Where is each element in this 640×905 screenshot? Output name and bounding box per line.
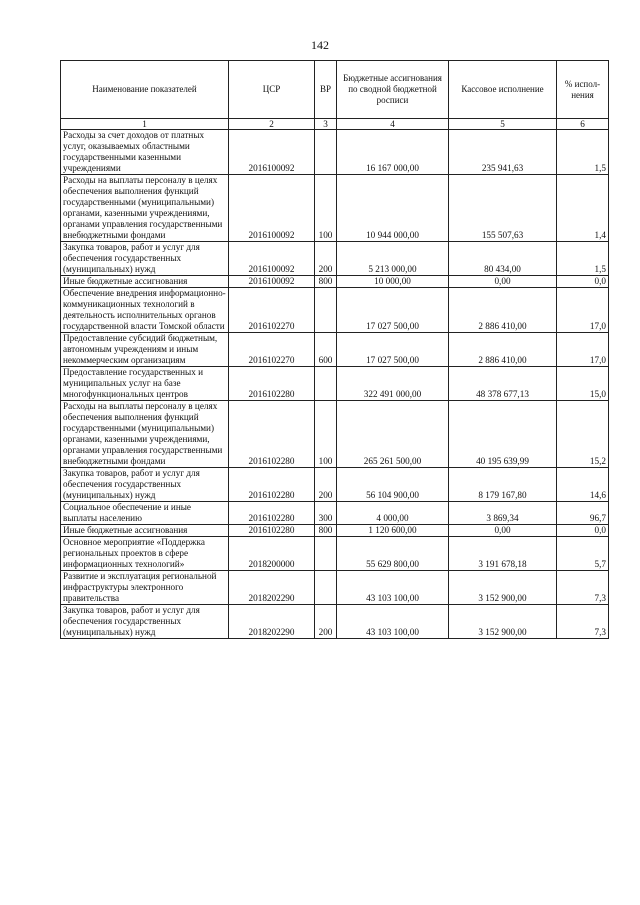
row-csr: 2018202290 — [229, 605, 315, 639]
row-vr — [315, 367, 337, 401]
row-exec: 2 886 410,00 — [449, 288, 557, 333]
row-budget: 10 944 000,00 — [337, 175, 449, 242]
table-body — [61, 130, 609, 639]
row-vr: 100 — [315, 175, 337, 242]
row-pct: 96,7 — [557, 502, 609, 525]
header-vr: ВР — [315, 61, 337, 119]
header-pct: % испол- нения — [557, 61, 609, 119]
page-number: 142 — [311, 38, 329, 52]
row-csr: 2016100092 — [229, 276, 315, 288]
row-pct: 15,0 — [557, 367, 609, 401]
row-name: Обеспечение внедрения информационно-коммуникационных технологий в деятельность исполнительных органов государственной власти Томской области — [61, 288, 229, 333]
row-csr: 2016100092 — [229, 175, 315, 242]
row-budget: 16 167 000,00 — [337, 130, 449, 175]
row-exec: 8 179 167,80 — [449, 468, 557, 502]
row-pct: 7,3 — [557, 605, 609, 639]
row-csr: 2016100092 — [229, 130, 315, 175]
table-row — [61, 276, 609, 288]
row-name: Расходы за счет доходов от платных услуг, оказываемых областными государственными казенными учреждениями — [61, 130, 229, 175]
row-budget: 322 491 000,00 — [337, 367, 449, 401]
column-number: 4 — [337, 119, 449, 130]
row-pct: 7,3 — [557, 571, 609, 605]
row-exec: 3 152 900,00 — [449, 605, 557, 639]
row-name: Расходы на выплаты персоналу в целях обеспечения выполнения функций государственными (муниципальными) органами, казенными учреждениями, органами управления государственными внебюджетными фондами — [61, 175, 229, 242]
row-name: Иные бюджетные ассигнования — [61, 276, 229, 288]
row-vr: 200 — [315, 468, 337, 502]
row-exec: 40 195 639,99 — [449, 401, 557, 468]
row-name: Закупка товаров, работ и услуг для обеспечения государственных (муниципальных) нужд — [61, 242, 229, 276]
row-budget: 17 027 500,00 — [337, 333, 449, 367]
budget-execution-table — [60, 60, 609, 639]
column-number: 2 — [229, 119, 315, 130]
row-csr: 2018202290 — [229, 571, 315, 605]
header-budget: Бюджетные ассигнования по сводной бюджетной росписи — [337, 61, 449, 119]
row-name: Основное мероприятие «Поддержка региональных проектов в сфере информационных технологий» — [61, 537, 229, 571]
header-name: Наименование показателей — [61, 61, 229, 119]
row-vr — [315, 130, 337, 175]
row-exec: 2 886 410,00 — [449, 333, 557, 367]
header-exec: Кассовое исполнение — [449, 61, 557, 119]
header-csr: ЦСР — [229, 61, 315, 119]
table-row — [61, 130, 609, 175]
row-pct: 0,0 — [557, 276, 609, 288]
row-csr: 2016102270 — [229, 333, 315, 367]
table-row — [61, 242, 609, 276]
column-number: 5 — [449, 119, 557, 130]
table-row — [61, 367, 609, 401]
row-csr: 2016102270 — [229, 288, 315, 333]
row-exec: 80 434,00 — [449, 242, 557, 276]
row-vr: 200 — [315, 242, 337, 276]
row-budget: 56 104 900,00 — [337, 468, 449, 502]
row-name: Развитие и эксплуатация региональной инфраструктуры электронного правительства — [61, 571, 229, 605]
row-exec: 3 869,34 — [449, 502, 557, 525]
row-pct: 1,5 — [557, 242, 609, 276]
row-name: Иные бюджетные ассигнования — [61, 525, 229, 537]
row-budget: 43 103 100,00 — [337, 571, 449, 605]
row-exec: 3 191 678,18 — [449, 537, 557, 571]
row-vr — [315, 571, 337, 605]
row-budget: 1 120 600,00 — [337, 525, 449, 537]
row-name: Социальное обеспечение и иные выплаты населению — [61, 502, 229, 525]
table-row — [61, 468, 609, 502]
row-name: Расходы на выплаты персоналу в целях обеспечения выполнения функций государственными (муниципальными) органами, казенными учреждениями, органами управления государственными внебюджетными фондами — [61, 401, 229, 468]
column-number: 6 — [557, 119, 609, 130]
row-csr: 2016102280 — [229, 401, 315, 468]
row-budget: 55 629 800,00 — [337, 537, 449, 571]
row-vr — [315, 537, 337, 571]
row-pct: 1,5 — [557, 130, 609, 175]
row-pct: 17,0 — [557, 288, 609, 333]
row-name: Закупка товаров, работ и услуг для обеспечения государственных (муниципальных) нужд — [61, 605, 229, 639]
row-exec: 0,00 — [449, 525, 557, 537]
row-csr: 2018200000 — [229, 537, 315, 571]
row-pct: 17,0 — [557, 333, 609, 367]
table-row — [61, 333, 609, 367]
row-vr — [315, 288, 337, 333]
row-pct: 1,4 — [557, 175, 609, 242]
row-budget: 265 261 500,00 — [337, 401, 449, 468]
row-pct: 14,6 — [557, 468, 609, 502]
row-name: Предоставление субсидий бюджетным, автономным учреждениям и иным некоммерческим организациям — [61, 333, 229, 367]
row-csr: 2016102280 — [229, 468, 315, 502]
row-vr: 800 — [315, 525, 337, 537]
table-row — [61, 175, 609, 242]
row-csr: 2016102280 — [229, 502, 315, 525]
row-csr: 2016102280 — [229, 525, 315, 537]
table-row — [61, 537, 609, 571]
row-budget: 4 000,00 — [337, 502, 449, 525]
row-vr: 600 — [315, 333, 337, 367]
row-budget: 43 103 100,00 — [337, 605, 449, 639]
row-budget: 10 000,00 — [337, 276, 449, 288]
row-exec: 0,00 — [449, 276, 557, 288]
row-budget: 5 213 000,00 — [337, 242, 449, 276]
row-budget: 17 027 500,00 — [337, 288, 449, 333]
column-number: 3 — [315, 119, 337, 130]
table-row — [61, 605, 609, 639]
row-exec: 235 941,63 — [449, 130, 557, 175]
table-row — [61, 401, 609, 468]
row-vr: 100 — [315, 401, 337, 468]
row-vr: 300 — [315, 502, 337, 525]
table-row — [61, 571, 609, 605]
row-exec: 155 507,63 — [449, 175, 557, 242]
row-pct: 5,7 — [557, 537, 609, 571]
row-csr: 2016100092 — [229, 242, 315, 276]
row-vr: 200 — [315, 605, 337, 639]
column-number-row — [61, 119, 609, 130]
row-exec: 48 378 677,13 — [449, 367, 557, 401]
column-number: 1 — [61, 119, 229, 130]
table-row — [61, 525, 609, 537]
table-row — [61, 288, 609, 333]
row-csr: 2016102280 — [229, 367, 315, 401]
row-pct: 0,0 — [557, 525, 609, 537]
row-pct: 15,2 — [557, 401, 609, 468]
header-row — [61, 61, 609, 119]
row-vr: 800 — [315, 276, 337, 288]
row-name: Закупка товаров, работ и услуг для обеспечения государственных (муниципальных) нужд — [61, 468, 229, 502]
row-exec: 3 152 900,00 — [449, 571, 557, 605]
table-row — [61, 502, 609, 525]
row-name: Предоставление государственных и муниципальных услуг на базе многофункциональных центров — [61, 367, 229, 401]
